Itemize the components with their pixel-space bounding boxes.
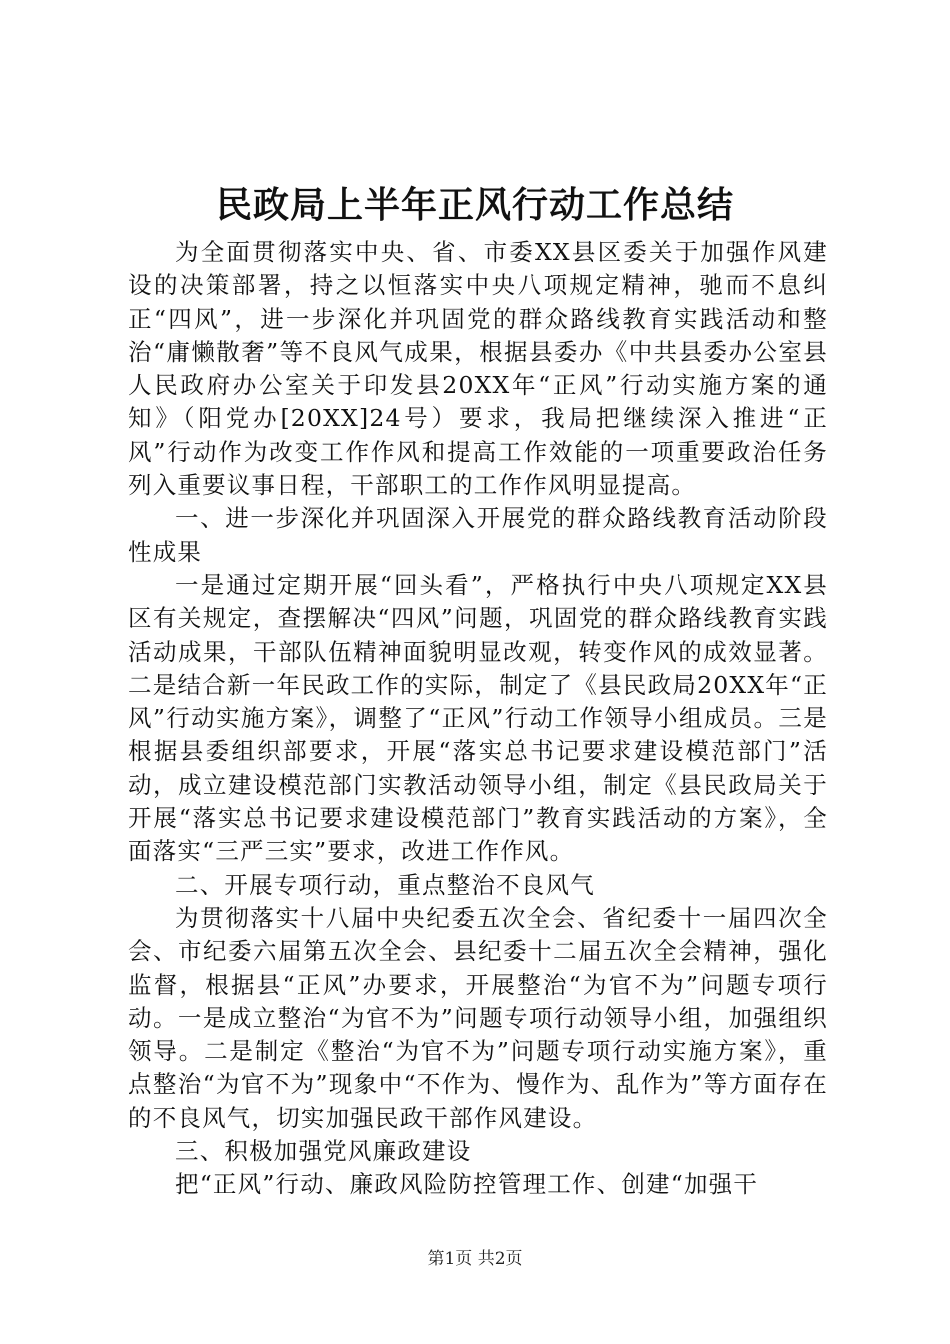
paragraph-intro: 为全面贯彻落实中央、省、市委XX县区委关于加强作风建设的决策部署，持之以恒落实中央八项规定精神，驰而不息纠正“四风”，进一步深化并巩固党的群众路线教育实践活动和整治“庸懒散奢”等不良风气成果，根据县委办《中共县委办公室县人民政府办公室关于印发县20XX年“正风”行动实施方案的通知》（阳党办[20XX]24号）要求，我局把继续深入推进“正风”行动作为改变工作作风和提高工作效能的一项重要政治任务列入重要议事日程，干部职工的工作作风明显提高。 xyxy=(128,238,828,500)
section-heading-3: 三、积极加强党风廉政建设 xyxy=(175,1137,472,1166)
paragraph-section-1: 一是通过定期开展“回头看”，严格执行中央八项规定XX县区有关规定，查摆解决“四风”问题，巩固党的群众路线教育实践活动成果，干部队伍精神面貌明显改观，转变作风的成效显著。二是结合新一年民政工作的实际，制定了《县民政局20XX年“正风”行动实施方案》，调整了“正风”行动工作领导小组成员。三是根据县委组织部要求，开展“落实总书记要求建设模范部门”活动，成立建设模范部门实教活动领导小组，制定《县民政局关于开展“落实总书记要求建设模范部门”教育实践活动的方案》，全面落实“三严三实”要求，改进工作作风。 xyxy=(128,570,828,866)
document-title: 民政局上半年正风行动工作总结 xyxy=(215,184,734,226)
paragraph-section-3: 把“正风”行动、廉政风险防控管理工作、创建“加强干 xyxy=(175,1170,759,1199)
document-body xyxy=(128,236,828,1202)
page-footer: 第1页 共2页 xyxy=(427,1249,523,1269)
section-heading-1: 一、进一步深化并巩固深入开展党的群众路线教育活动阶段性成果 xyxy=(128,504,828,566)
section-heading-2: 二、开展专项行动，重点整治不良风气 xyxy=(175,870,595,899)
paragraph-section-2: 为贯彻落实十八届中央纪委五次全会、省纪委十一届四次全会、市纪委六届第五次全会、县纪委十二届五次全会精神，强化监督，根据县“正风”办要求，开展整治“为官不为”问题专项行动。一是成立整治“为官不为”问题专项行动领导小组，加强组织领导。二是制定《整治“为官不为”问题专项行动实施方案》，重点整治“为官不为”现象中“不作为、慢作为、乱作为”等方面存在的不良风气，切实加强民政干部作风建设。 xyxy=(128,903,828,1132)
